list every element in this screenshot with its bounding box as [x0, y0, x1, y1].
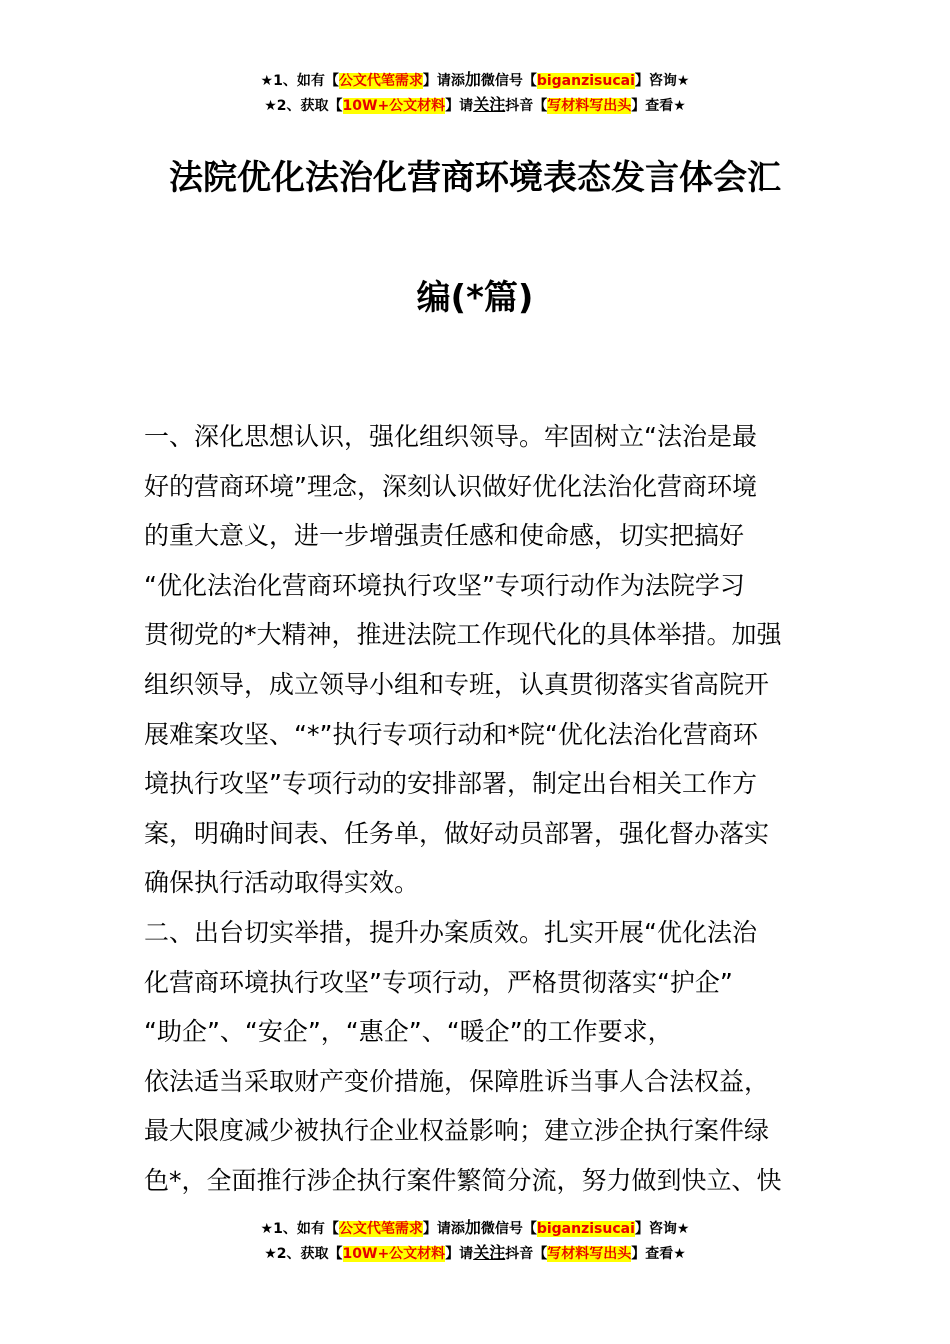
- body-line: 最大限度减少被执行企业权益影响；建立涉企执行案件绿: [144, 1116, 770, 1146]
- document-title-line-1: 法院优化法治化营商环境表态发言体会汇: [169, 158, 781, 198]
- banner-text: 】查看★: [631, 1246, 686, 1262]
- body-line: 组织领导，成立领导小组和专班，认真贯彻落实省高院开: [144, 669, 770, 699]
- banner-text: 】请添: [422, 1221, 465, 1237]
- banner-text: 关注: [473, 95, 506, 114]
- banner-line-1: [0, 68, 950, 93]
- document-body: [144, 412, 808, 1206]
- banner-text: 】咨询★: [634, 1221, 690, 1237]
- banner-text: 抖音【: [505, 1246, 548, 1262]
- body-line: 一、深化思想认识，强化组织领导。牢固树立“法治是最: [144, 422, 757, 451]
- body-line: 依法适当采取财产变价措施，保障胜诉当事人合法权益，: [144, 1066, 770, 1096]
- body-line: 贯彻党的*大精神，推进法院工作现代化的具体举措。加强: [144, 620, 782, 650]
- header-banner: [0, 68, 950, 118]
- highlight-materials: 10W+公文材料: [342, 1246, 446, 1262]
- body-line: 化营商环境执行攻坚”专项行动，严格贯彻落实“护企”: [144, 967, 733, 997]
- banner-text: 加: [464, 70, 481, 89]
- banner-line-2: [0, 1241, 950, 1266]
- body-line: 色*，全面推行涉企执行案件繁简分流，努力做到快立、快: [144, 1165, 782, 1195]
- highlight-wechat-id: biganzisucai: [536, 73, 635, 89]
- banner-text: 抖音【: [505, 98, 548, 114]
- banner-text: ★2、获取【: [264, 98, 343, 114]
- highlight-douyin: 写材料写出头: [547, 98, 632, 114]
- banner-text: ★2、获取【: [264, 1246, 343, 1262]
- banner-text: 关注: [473, 1243, 506, 1262]
- banner-text: 微信号【: [480, 73, 537, 89]
- body-line: 好的营商环境”理念，深刻认识做好优化法治化营商环境: [144, 471, 757, 501]
- banner-text: ★1、如有【: [260, 1221, 339, 1237]
- banner-text: 微信号【: [480, 1221, 537, 1237]
- body-line: “优化法治化营商环境执行攻坚”专项行动作为法院学习: [144, 570, 745, 600]
- banner-text: 】请: [445, 1246, 474, 1262]
- banner-text: 】请添: [422, 73, 465, 89]
- body-line: 展难案攻坚、“*”执行专项行动和*院“优化法治化营商环: [144, 719, 758, 749]
- banner-text: 】查看★: [631, 98, 686, 114]
- body-line: 的重大意义，进一步增强责任感和使命感，切实把搞好: [144, 521, 745, 551]
- body-line: 案，明确时间表、任务单，做好动员部署，强化督办落实: [144, 818, 770, 848]
- banner-line-2: [0, 93, 950, 118]
- highlight-service: 公文代笔需求: [338, 73, 423, 89]
- banner-line-1: [0, 1216, 950, 1241]
- footer-banner: [0, 1216, 950, 1266]
- banner-text: 】请: [445, 98, 474, 114]
- banner-text: 加: [464, 1218, 481, 1237]
- banner-text: ★1、如有【: [260, 73, 339, 89]
- body-line: “助企”、“安企”，“惠企”、“暖企”的工作要求，: [144, 1017, 673, 1047]
- highlight-materials: 10W+公文材料: [342, 98, 446, 114]
- document-title-line-2: 编(*篇): [416, 278, 534, 318]
- body-line: 境执行攻坚”专项行动的安排部署，制定出台相关工作方: [144, 769, 757, 799]
- highlight-wechat-id: biganzisucai: [536, 1221, 635, 1237]
- body-line: 确保执行活动取得实效。: [144, 868, 420, 898]
- highlight-service: 公文代笔需求: [338, 1221, 423, 1237]
- highlight-douyin: 写材料写出头: [547, 1246, 632, 1262]
- body-line: 二、出台切实举措，提升办案质效。扎实开展“优化法治: [144, 917, 757, 947]
- banner-text: 】咨询★: [634, 73, 690, 89]
